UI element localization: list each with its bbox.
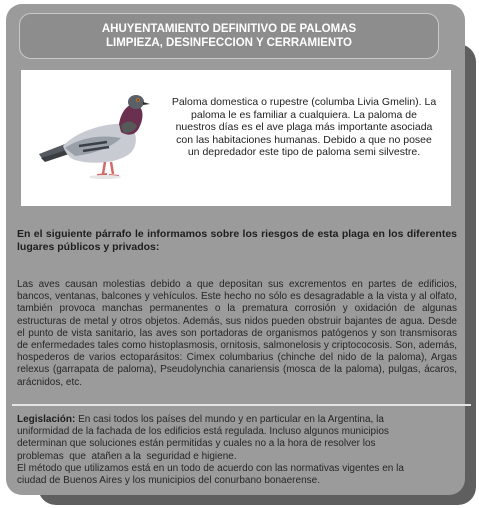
legislation-line-6: ciudad de Buenos Aires y los municipios del conurbano bonaerense. <box>17 475 320 487</box>
legislation-label: Legislación: <box>17 414 76 425</box>
section-divider <box>12 404 471 406</box>
legislation-line-5: El método que utilizamos está en un todo de acuerdo con las normativas vigentes en la <box>17 462 404 474</box>
feature-box <box>21 70 451 206</box>
pigeon-photo <box>35 84 155 184</box>
legislation-line-1: En casi todos los países del mundo y en particular en la Argentina, la <box>75 414 384 425</box>
pigeon-description: Paloma domestica o rupestre (columba Livia Gmelin). La paloma le es familiar a cualquiera. La paloma de nuestros días es el ave plaga más importante asociada con las habitaciones humanas. Debido a que no posee un depredador este tipo de paloma semi silvestre. <box>171 96 437 158</box>
title-banner <box>19 13 439 59</box>
legislation-section <box>17 414 457 487</box>
legislation-line-4: problemas que atañen a la seguridad e higiene. <box>17 450 237 462</box>
content-panel <box>6 4 465 495</box>
risks-paragraph: Las aves causan molestias debido a que depositan sus excrementos en partes de edificios, bancos, ventanas, balcones y vehículos. Este hecho no sólo es desagradable a la vista y al olfato, también provoca manchas permanentes o la prematura corrosión y oxidación de algunas estructuras de metal y otros objetos. Además, sus nidos pueden obstruir bajantes de agua. Desde el punto de vista sanitario, las aves son portadoras de organismos patógenos y son transmisoras de enfermedades tales como histoplasmosis, ornitosis, salmonelosis y criptococosis. Son, además, hospederos de varios ectoparásitos: Cimex columbarius (chinche del nido de la paloma), Argas relexus (garrapata de paloma), Pseudolynchia canariensis (mosca de la paloma), pulgas, ácaros, arácnidos, etc. <box>17 279 457 388</box>
legislation-line-3: determinan que soluciones están permitidas y cuales no a la hora de resolver los <box>17 438 376 450</box>
title-line-2: LIMPIEZA, DESINFECCION Y CERRAMIENTO <box>106 37 352 49</box>
intro-paragraph: En el siguiente párrafo le informamos sobre los riesgos de esta plaga en los diferentes lugares públicos y privados: <box>17 228 457 253</box>
title-line-1: AHUYENTAMIENTO DEFINITIVO DE PALOMAS <box>101 23 357 35</box>
legislation-line-2: uniformidad de la fachada de los edificios está regulada. Incluso algunos municipios <box>17 426 389 438</box>
